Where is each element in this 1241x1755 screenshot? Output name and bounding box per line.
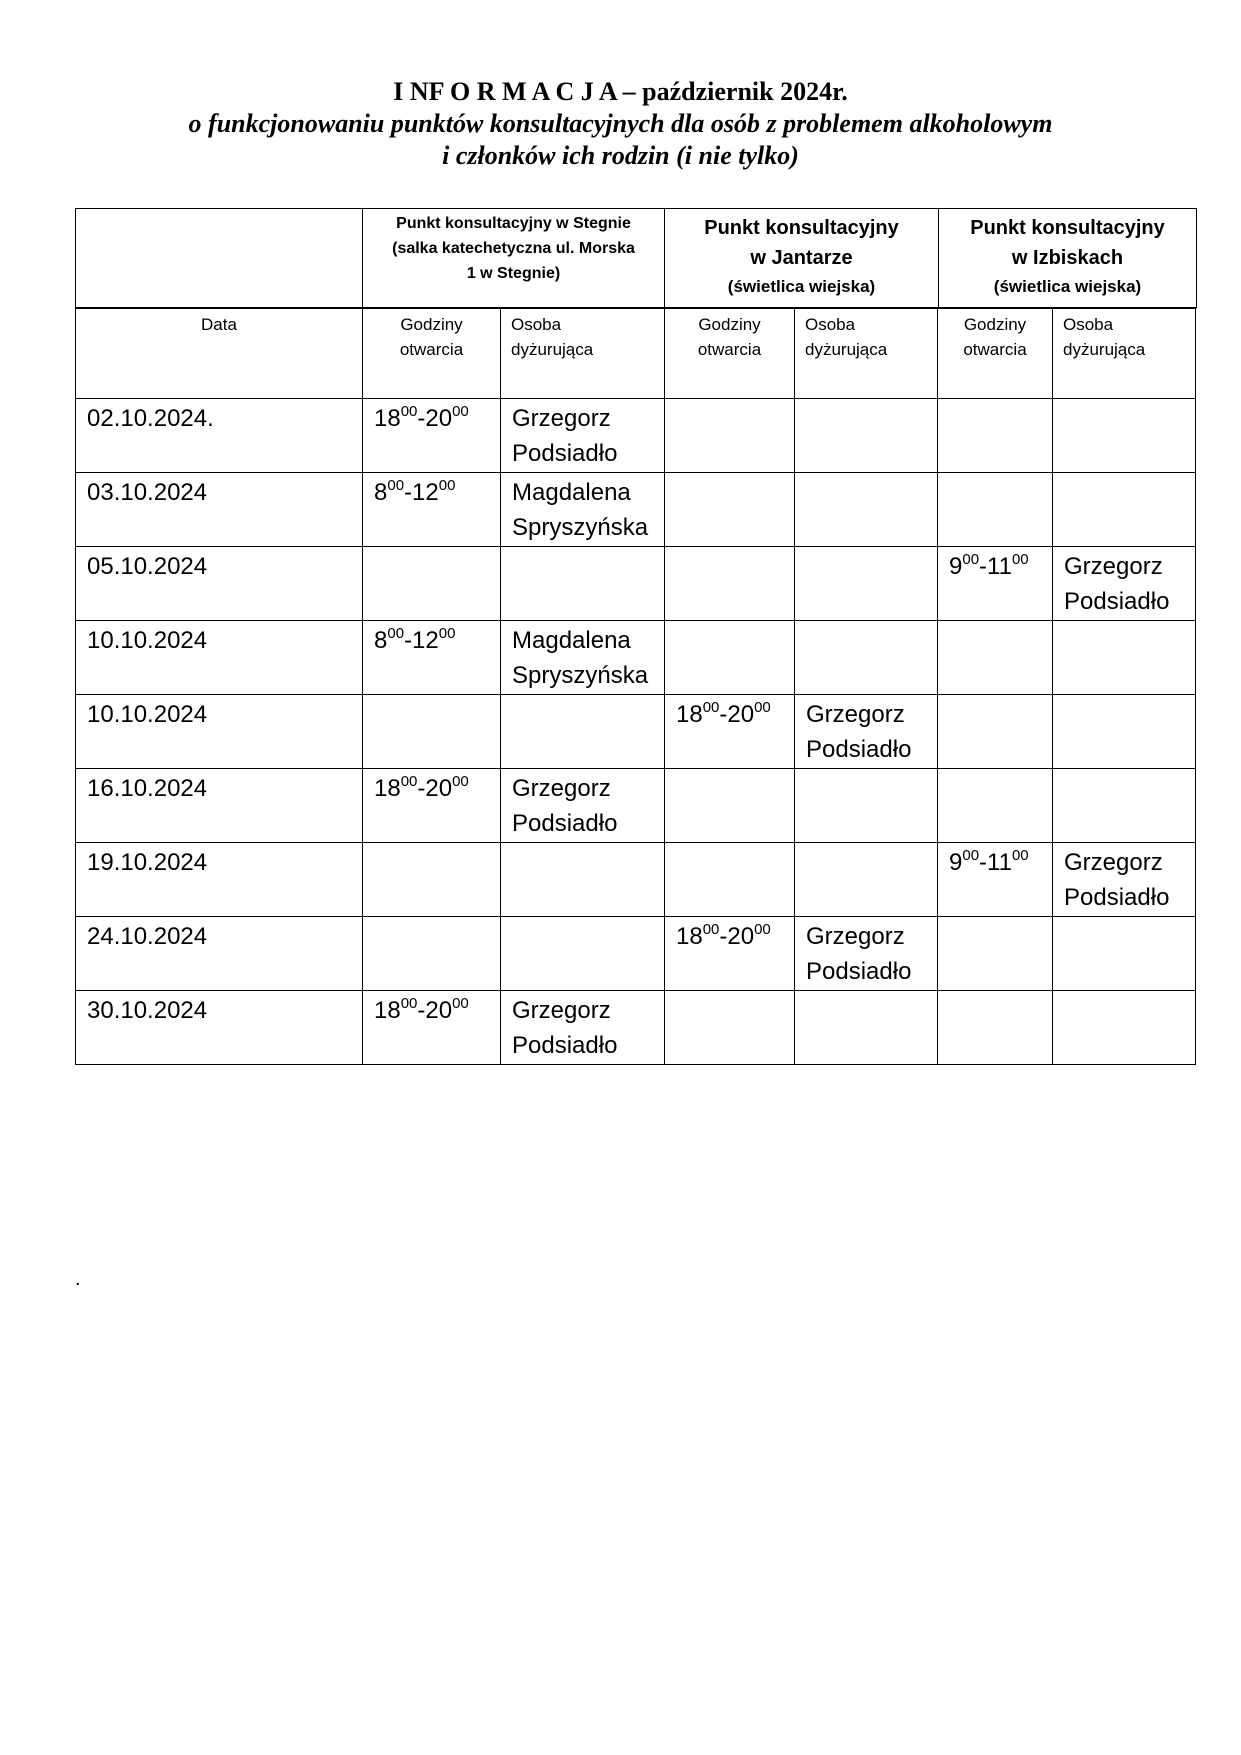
cell-person: [795, 399, 938, 473]
cell-person: [501, 547, 665, 621]
cell-person: [795, 621, 938, 695]
cell-hours: [665, 547, 795, 621]
cell-hours: [665, 769, 795, 843]
column-header-hours: Godziny otwarcia: [665, 309, 795, 399]
cell-hours: $9^{00}-11^{00}$: [938, 843, 1053, 917]
cell-hours: [665, 621, 795, 695]
cell-hours: $18^{00}-20^{00}$: [363, 991, 501, 1065]
header-point-izbiska: [938, 208, 1197, 308]
cell-person: Grzegorz Podsiadło: [795, 695, 938, 769]
column-header-person: Osoba dyżurująca: [501, 309, 665, 399]
cell-hours: [363, 843, 501, 917]
table-row: [76, 621, 1196, 695]
cell-person: [1053, 473, 1196, 547]
cell-date: 19.10.2024: [76, 843, 363, 917]
cell-person: [1053, 399, 1196, 473]
cell-person: [1053, 695, 1196, 769]
cell-person: [795, 769, 938, 843]
title-line-2: o funkcjonowaniu punktów konsultacyjnych dla osób z problemem alkoholowym: [188, 109, 1053, 138]
title-line-3: i członków ich rodzin (i nie tylko): [442, 141, 799, 170]
table-row: [76, 769, 1196, 843]
cell-hours: $18^{00}-20^{00}$: [363, 399, 501, 473]
cell-person: [1053, 769, 1196, 843]
point-izbiska-line-2: w Izbiskach: [1011, 247, 1124, 269]
column-header-hours: Godziny otwarcia: [363, 309, 501, 399]
cell-date: 10.10.2024: [76, 621, 363, 695]
cell-hours: [938, 473, 1053, 547]
cell-hours: [938, 695, 1053, 769]
point-izbiska-line-3: (świetlica wiejska): [993, 277, 1142, 296]
cell-person: Grzegorz Podsiadło: [1053, 547, 1196, 621]
cell-person: [795, 991, 938, 1065]
cell-hours: [665, 991, 795, 1065]
cell-hours: $8^{00}-12^{00}$: [363, 473, 501, 547]
cell-hours: [938, 769, 1053, 843]
cell-person: [1053, 917, 1196, 991]
schedule-table: [75, 308, 1196, 1065]
cell-date: 05.10.2024: [76, 547, 363, 621]
cell-hours: $18^{00}-20^{00}$: [665, 917, 795, 991]
document-title: [0, 76, 1241, 172]
cell-hours: [363, 695, 501, 769]
cell-person: Magdalena Spryszyńska: [501, 473, 665, 547]
cell-hours: [665, 399, 795, 473]
point-jantar-line-2: w Jantarze: [750, 247, 853, 269]
header-point-jantar: [664, 208, 939, 308]
table-row: [76, 991, 1196, 1065]
point-stegna-line-1: Punkt konsultacyjny w Stegnie: [396, 215, 631, 232]
cell-date: 16.10.2024: [76, 769, 363, 843]
cell-hours: [938, 621, 1053, 695]
point-jantar-line-1: Punkt konsultacyjny: [704, 217, 899, 239]
cell-person: [1053, 621, 1196, 695]
subheader-row: [76, 309, 1196, 399]
cell-person: [501, 917, 665, 991]
cell-person: Grzegorz Podsiadło: [501, 399, 665, 473]
cell-date: 30.10.2024: [76, 991, 363, 1065]
cell-hours: $9^{00}-11^{00}$: [938, 547, 1053, 621]
cell-date: 24.10.2024: [76, 917, 363, 991]
cell-person: Grzegorz Podsiadło: [1053, 843, 1196, 917]
column-header-date: Data: [76, 309, 363, 399]
table-row: [76, 917, 1196, 991]
cell-person: Grzegorz Podsiadło: [501, 769, 665, 843]
cell-hours: [938, 399, 1053, 473]
column-header-hours: Godziny otwarcia: [938, 309, 1053, 399]
table-row: [76, 547, 1196, 621]
cell-hours: $18^{00}-20^{00}$: [363, 769, 501, 843]
cell-date: 02.10.2024.: [76, 399, 363, 473]
point-stegna-line-3: 1 w Stegnie): [466, 265, 561, 282]
cell-hours: [363, 917, 501, 991]
cell-person: [795, 547, 938, 621]
cell-hours: [938, 991, 1053, 1065]
cell-date: 03.10.2024: [76, 473, 363, 547]
title-line-1: I NF O R M A C J A – październik 2024r.: [393, 77, 848, 106]
cell-hours: $8^{00}-12^{00}$: [363, 621, 501, 695]
header-point-stegna: [362, 208, 665, 308]
cell-person: Magdalena Spryszyńska: [501, 621, 665, 695]
cell-person: [795, 843, 938, 917]
cell-hours: $18^{00}-20^{00}$: [665, 695, 795, 769]
table-row: [76, 695, 1196, 769]
cell-date: 10.10.2024: [76, 695, 363, 769]
column-header-person: Osoba dyżurująca: [795, 309, 938, 399]
cell-person: [1053, 991, 1196, 1065]
table-row: [76, 399, 1196, 473]
cell-hours: [665, 473, 795, 547]
point-jantar-line-3: (świetlica wiejska): [727, 277, 876, 296]
cell-person: [501, 695, 665, 769]
cell-hours: [938, 917, 1053, 991]
table-row: [76, 473, 1196, 547]
footer-mark: .: [75, 1268, 81, 1290]
cell-person: [501, 843, 665, 917]
point-stegna-line-2: (salka katechetyczna ul. Morska: [392, 240, 635, 257]
column-header-person: Osoba dyżurująca: [1053, 309, 1196, 399]
header-empty-cell: [75, 208, 363, 308]
point-izbiska-line-1: Punkt konsultacyjny: [970, 217, 1165, 239]
cell-hours: [665, 843, 795, 917]
cell-person: Grzegorz Podsiadło: [501, 991, 665, 1065]
cell-person: [795, 473, 938, 547]
cell-person: Grzegorz Podsiadło: [795, 917, 938, 991]
cell-hours: [363, 547, 501, 621]
table-row: [76, 843, 1196, 917]
